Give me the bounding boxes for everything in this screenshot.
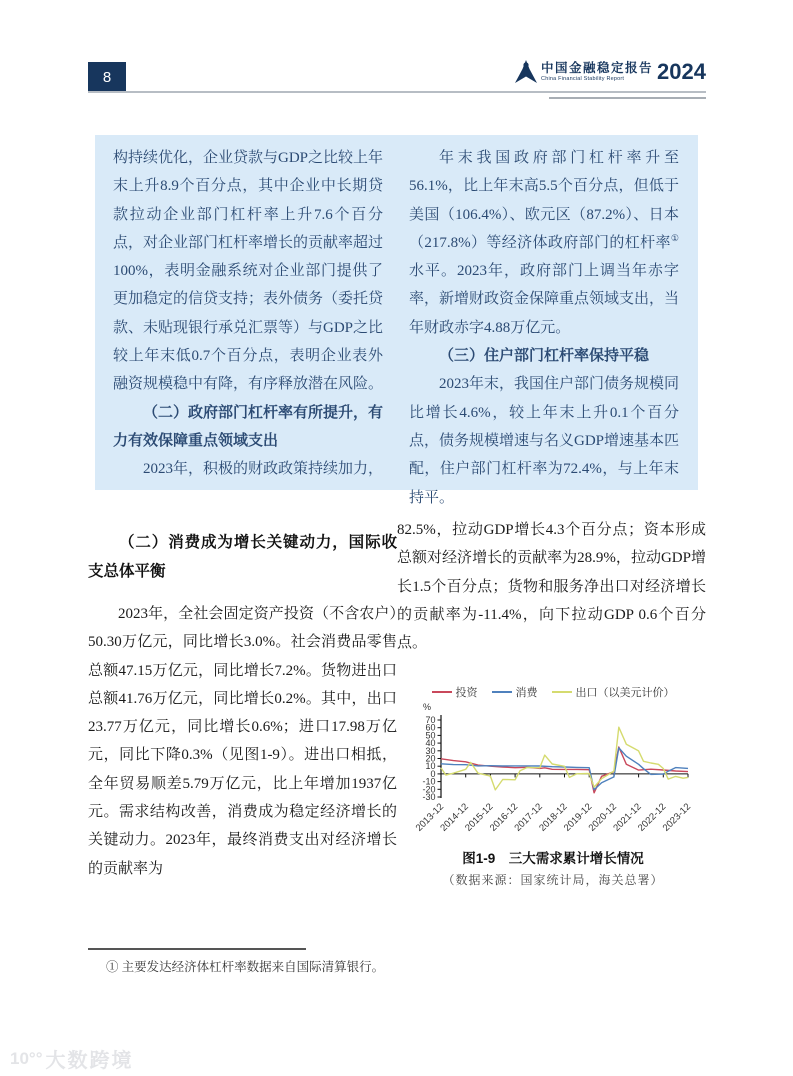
svg-text:2018-12: 2018-12	[537, 801, 570, 834]
svg-text:20: 20	[425, 753, 436, 764]
box-right-paragraph-1	[409, 144, 679, 342]
legend-item-2	[552, 684, 675, 700]
page-number: 8	[88, 62, 126, 92]
svg-text:30: 30	[425, 745, 436, 756]
box-left-heading: （二）政府部门杠杆率有所提升，有力有效保障重点领域支出	[113, 404, 384, 449]
footnote-rule	[88, 948, 306, 950]
legend-swatch-1	[492, 691, 512, 693]
highlight-box-left-column	[113, 144, 383, 481]
highlight-box-right-column	[409, 144, 680, 506]
report-brand	[515, 59, 706, 90]
svg-text:2023-12: 2023-12	[660, 801, 694, 834]
body-right-column	[397, 516, 706, 657]
box-left-paragraph-2: 2023年，积极的财政政策持续加力，	[143, 461, 384, 478]
report-logo-icon	[515, 59, 537, 90]
svg-text:2021-12: 2021-12	[611, 801, 644, 834]
highlight-box	[95, 135, 698, 506]
chart-data-source: （数据来源：国家统计局，海关总署）	[442, 873, 664, 887]
box-right-p1-text-a: 年末我国政府部门杠杆率升至56.1%，比上年末高5.5个百分点，但低于美国（106.4%）、欧元区（87.2%）、日本（217.8%）等经济体政府部门的杠杆率	[409, 150, 679, 251]
svg-text:60: 60	[425, 722, 436, 733]
legend-item-0	[432, 684, 478, 700]
svg-text:2016-12: 2016-12	[487, 801, 521, 834]
svg-text:-10: -10	[422, 776, 436, 787]
report-title-en: China Financial Stability Report	[541, 75, 625, 82]
svg-text:50: 50	[425, 730, 436, 741]
figure-1-9	[399, 684, 707, 888]
chart-caption: 图1-9 三大需求累计增长情况	[462, 851, 644, 866]
svg-text:2014-12: 2014-12	[438, 801, 471, 834]
watermark	[10, 1044, 134, 1073]
logo-underline	[549, 97, 706, 99]
svg-text:2013-12: 2013-12	[413, 801, 447, 834]
header-rule	[88, 91, 706, 93]
box-right-heading: （三）住户部门杠杆率保持平稳	[439, 348, 650, 365]
legend-swatch-2	[552, 691, 572, 693]
footnote-text: 主要发达经济体杠杆率数据来自国际清算银行。	[121, 960, 385, 974]
svg-text:-20: -20	[422, 784, 436, 795]
box-left-paragraph-1: 构持续优化，企业贷款与GDP之比较上年末上升8.9个百分点，其中企业中长期贷款拉动企业部门杠杆率上升7.6个百分点，对企业部门杠杆率增长的贡献率超过100%，表明金融系统对企业部门提供了更加稳定的信贷支持；表外债务（委托贷款、未贴现银行承兑汇票等）与GDP之比较上年末低0.7个百分点，表明企业表外融资规模稳中有降，有序释放潜在风险。	[113, 150, 384, 393]
svg-text:-30: -30	[422, 792, 436, 802]
svg-text:70: 70	[425, 715, 436, 725]
chart-legend	[399, 684, 707, 700]
legend-label-2: 出口（以美元计价）	[575, 687, 675, 699]
body-right-paragraph: 82.5%，拉动GDP增长4.3个百分点；资本形成总额对经济增长的贡献率为28.9%，拉动GDP增长1.5个百分点；货物和服务净出口对经济增长的贡献率为-11.4%，向下拉动GDP 0.6个百分点。	[397, 522, 706, 652]
svg-text:2017-12: 2017-12	[512, 801, 545, 834]
body-left-column	[88, 528, 397, 883]
svg-text:40: 40	[425, 738, 436, 749]
report-year: 2024	[657, 59, 706, 84]
body-left-paragraph: 2023年，全社会固定资产投资（不含农户）50.30万亿元，同比增长3.0%。社会消费品零售总额47.15万亿元，同比增长7.2%。货物进出口总额41.76万亿元，同比增长0.2%。其中，出口23.77万亿元，同比增长0.6%；进口17.98万亿元，同比下降0.3%（见图1-9）。进出口相抵，全年贸易顺差5.79万亿元，比上年增加1937亿元。需求结构改善，消费成为稳定经济增长的关键动力。2023年，最终消费支出对经济增长的贡献率为	[88, 606, 397, 877]
legend-label-0: 投资	[455, 687, 478, 699]
demand-growth-chart	[403, 700, 703, 845]
svg-text:%: %	[422, 702, 431, 712]
section-heading: （二）消费成为增长关键动力，国际收支总体平衡	[88, 534, 397, 580]
page-footnote	[106, 957, 384, 975]
legend-swatch-0	[432, 691, 452, 693]
footnote-marker: ①	[106, 960, 119, 974]
report-title-cn: 中国金融稳定报告	[541, 61, 654, 75]
legend-item-1	[492, 684, 538, 700]
box-right-p1-text-b: 水平。2023年，政府部门上调当年赤字率，新增财政资金保障重点领域支出，当年财政赤字4.88万亿元。	[409, 263, 680, 336]
box-right-paragraph-2: 2023年末，我国住户部门债务规模同比增长4.6%，较上年末上升0.1个百分点，债务规模增速与名义GDP增速基本匹配，住户部门杠杆率为72.4%，与上年末持平。	[409, 376, 680, 506]
svg-text:2015-12: 2015-12	[463, 801, 496, 834]
svg-text:10: 10	[425, 761, 436, 772]
watermark-label: 大数跨境	[45, 1050, 134, 1072]
svg-text:2020-12: 2020-12	[586, 801, 620, 834]
svg-text:2019-12: 2019-12	[561, 801, 595, 834]
svg-text:0: 0	[430, 768, 436, 779]
svg-text:2022-12: 2022-12	[635, 801, 669, 834]
legend-label-1: 消费	[515, 687, 538, 699]
footnote-reference-mark: ①	[670, 232, 679, 243]
watermark-logo-icon: 10°°	[10, 1048, 43, 1068]
